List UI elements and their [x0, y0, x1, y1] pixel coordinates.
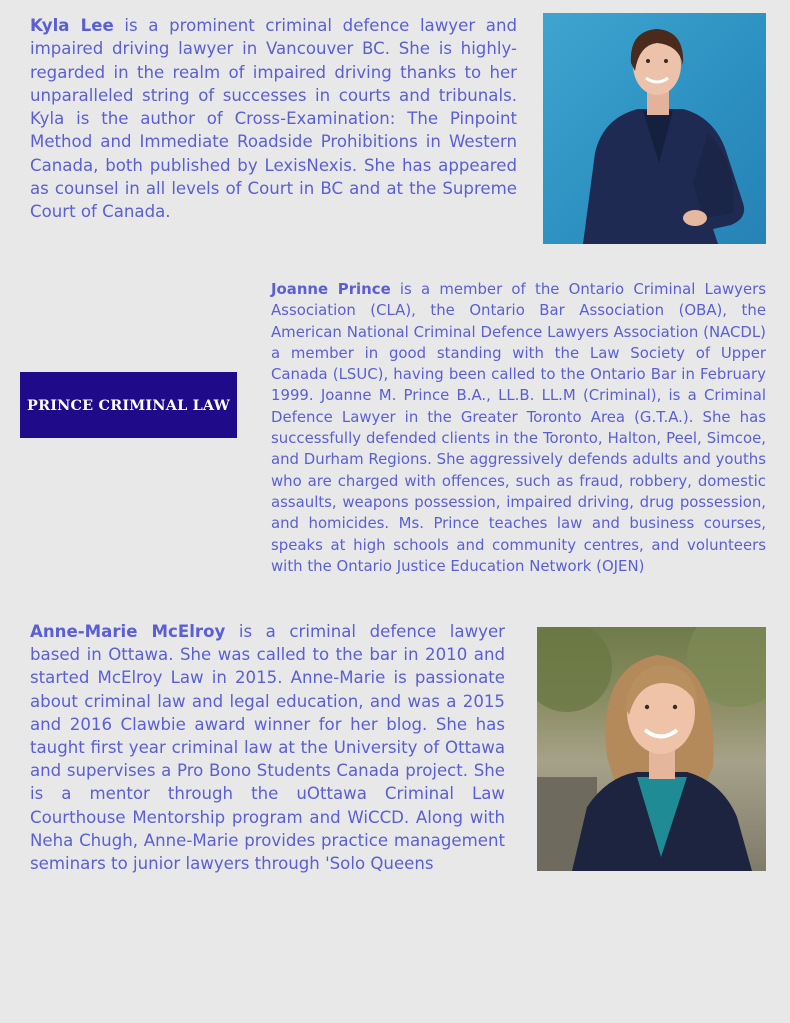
- portrait-photo-kyla-lee: [543, 13, 766, 244]
- bio-text: is a criminal defence lawyer based in Ottawa. She was called to the bar in 2010 and started McElroy Law in 2015. Anne-Marie is passionate about criminal law and legal education, and was a 2015 and 2016 Clawbie award winner for her blog. She has taught first year criminal law at the University of Ottawa and supervises a Pro Bono Students Canada project. She is a mentor through the uOttawa Criminal Law Courthouse Mentorship program and WiCCD. Along with Neha Chugh, Anne-Marie provides practice management seminars to junior lawyers through 'Solo Queens: [30, 622, 505, 874]
- bio-text: is a prominent criminal defence lawyer and impaired driving lawyer in Vancouver BC. She is highly-regarded in the realm of impaired driving thanks to her unparalleled string of successes in courts and tribunals. Kyla is the author of Cross-Examination: The Pinpoint Method and Immediate Roadside Prohibitions in Western Canada, both published by LexisNexis. She has appeared as counsel in all levels of Court in BC and at the Supreme Court of Canada.: [30, 16, 518, 222]
- logo-text: PRINCE CRIMINAL LAW: [27, 396, 230, 414]
- bio-name: Anne-Marie McElroy: [30, 622, 226, 641]
- bio-joanne-prince: [271, 279, 766, 577]
- bio-name: Joanne Prince: [271, 280, 391, 298]
- bio-kyla-lee: [30, 14, 517, 224]
- portrait-illustration: [537, 627, 766, 871]
- bio-text: is a member of the Ontario Criminal Lawyers Association (CLA), the Ontario Bar Association (OBA), the American National Criminal Defence Lawyers Association (NACDL) a member in good standing with the Law Society of Upper Canada (LSUC), having been called to the Ontario Bar in February 1999. Joanne M. Prince B.A., LL.B. LL.M (Criminal), is a Criminal Defence Lawyer in the Greater Toronto Area (G.T.A.). She has successfully defended clients in the Toronto, Halton, Peel, Simcoe, and Durham Regions. She aggressively defends adults and youths who are charged with offences, such as fraud, robbery, domestic assaults, weapons possession, impaired driving, drug possession, and homicides. Ms. Prince teaches law and business courses, speaks at high schools and community centres, and volunteers with the Ontario Justice Education Network (OJEN): [271, 280, 766, 575]
- bio-anne-marie-mcelroy: [30, 620, 505, 875]
- portrait-photo-anne-marie-mcelroy: [537, 627, 766, 871]
- prince-criminal-law-logo: [20, 372, 237, 438]
- bio-name: Kyla Lee: [30, 16, 114, 35]
- portrait-illustration: [543, 13, 766, 244]
